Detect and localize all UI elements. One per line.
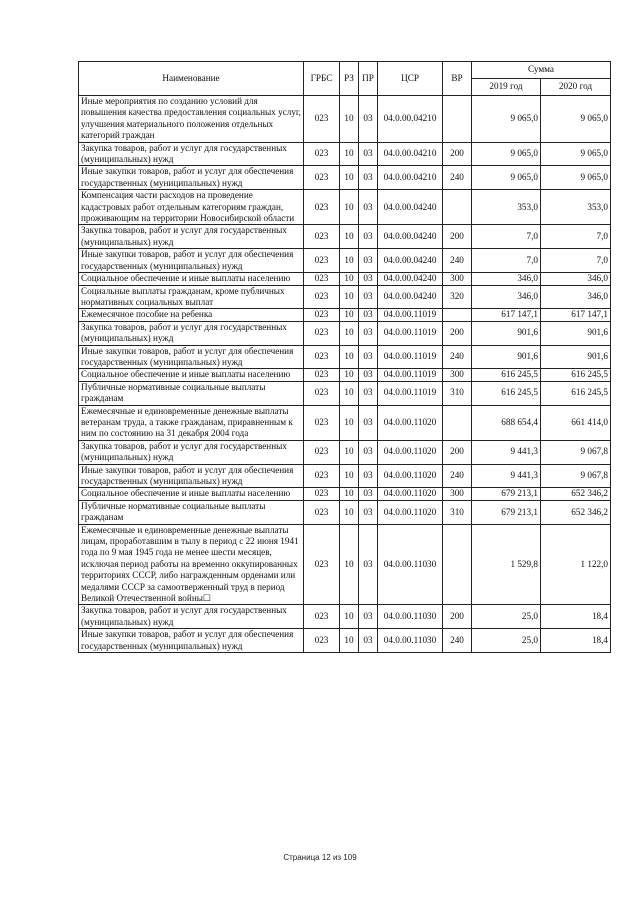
row-vr-cell: 200 (443, 225, 472, 249)
row-2020-cell: 652 346,2 (541, 500, 611, 524)
row-name-cell: Закупка товаров, работ и услуг для государственных (муниципальных) нужд (79, 142, 304, 166)
row-rz-cell: 10 (340, 96, 359, 143)
row-csr-cell: 04.0.00.11020 (378, 464, 443, 488)
row-grbs-cell: 023 (304, 464, 340, 488)
row-grbs-cell: 023 (304, 321, 340, 345)
row-2020-cell: 1 122,0 (541, 524, 611, 605)
row-name-cell: Закупка товаров, работ и услуг для государственных (муниципальных) нужд (79, 440, 304, 464)
row-rz-cell: 10 (340, 605, 359, 629)
table-row (79, 285, 611, 309)
row-2020-cell: 661 414,0 (541, 405, 611, 440)
row-grbs-cell: 023 (304, 629, 340, 653)
row-name-cell: Закупка товаров, работ и услуг для государственных (муниципальных) нужд (79, 225, 304, 249)
table-row (79, 440, 611, 464)
row-2020-cell: 617 147,1 (541, 309, 611, 321)
row-2019-cell: 679 213,1 (472, 500, 541, 524)
row-name-cell: Социальное обеспечение и иные выплаты населению (79, 488, 304, 500)
row-2020-cell: 9 065,0 (541, 96, 611, 143)
row-2020-cell: 9 065,0 (541, 142, 611, 166)
row-vr-cell: 300 (443, 369, 472, 381)
row-rz-cell: 10 (340, 142, 359, 166)
row-rz-cell: 10 (340, 285, 359, 309)
table-row (79, 524, 611, 605)
row-grbs-cell: 023 (304, 166, 340, 190)
table-row (79, 273, 611, 285)
row-2020-cell: 901,6 (541, 345, 611, 369)
table-row (79, 464, 611, 488)
row-pr-cell: 03 (359, 321, 378, 345)
row-rz-cell: 10 (340, 166, 359, 190)
row-name-cell: Ежемесячные и единовременные денежные выплаты ветеранам труда, а также гражданам, приравненным к ним по состоянию на 31 декабря 2004 года (79, 405, 304, 440)
row-grbs-cell: 023 (304, 249, 340, 273)
row-name-cell: Социальные выплаты гражданам, кроме публичных нормативных социальных выплат (79, 285, 304, 309)
table-row (79, 345, 611, 369)
row-rz-cell: 10 (340, 321, 359, 345)
row-2020-cell: 9 065,0 (541, 166, 611, 190)
row-vr-cell (443, 405, 472, 440)
row-csr-cell: 04.0.00.11019 (378, 345, 443, 369)
row-csr-cell: 04.0.00.04240 (378, 249, 443, 273)
row-vr-cell: 240 (443, 629, 472, 653)
row-rz-cell: 10 (340, 190, 359, 225)
row-grbs-cell: 023 (304, 225, 340, 249)
header-csr: ЦСР (378, 62, 443, 96)
row-csr-cell: 04.0.00.11030 (378, 605, 443, 629)
row-2020-cell: 7,0 (541, 225, 611, 249)
table-row (79, 369, 611, 381)
row-name-cell: Ежемесячные и единовременные денежные выплаты лицам, проработавшим в тылу в период с 22 июня 1941 года по 9 мая 1945 года не менее шести месяцев, исключая период работы на временно оккупированных территориях СССР, либо награжденным орденами или медалями СССР за самоотверженный труд в период Великой Отечественной войны☐ (79, 524, 304, 605)
row-2019-cell: 901,6 (472, 345, 541, 369)
row-grbs-cell: 023 (304, 309, 340, 321)
row-vr-cell: 200 (443, 142, 472, 166)
table-row (79, 629, 611, 653)
row-vr-cell: 240 (443, 345, 472, 369)
row-grbs-cell: 023 (304, 190, 340, 225)
header-2020: 2020 год (541, 79, 611, 96)
row-2019-cell: 346,0 (472, 273, 541, 285)
row-pr-cell: 03 (359, 309, 378, 321)
row-name-cell: Публичные нормативные социальные выплаты гражданам (79, 381, 304, 405)
row-2019-cell: 25,0 (472, 629, 541, 653)
row-rz-cell: 10 (340, 500, 359, 524)
row-name-cell: Социальное обеспечение и иные выплаты населению (79, 369, 304, 381)
row-csr-cell: 04.0.00.04210 (378, 142, 443, 166)
row-csr-cell: 04.0.00.11020 (378, 500, 443, 524)
row-csr-cell: 04.0.00.04210 (378, 96, 443, 143)
row-2020-cell: 18,4 (541, 605, 611, 629)
row-2019-cell: 9 441,3 (472, 464, 541, 488)
row-name-cell: Иные закупки товаров, работ и услуг для обеспечения государственных (муниципальных) нужд (79, 249, 304, 273)
row-pr-cell: 03 (359, 225, 378, 249)
table-row (79, 321, 611, 345)
row-pr-cell: 03 (359, 440, 378, 464)
row-vr-cell (443, 524, 472, 605)
row-pr-cell: 03 (359, 369, 378, 381)
table-row (79, 488, 611, 500)
row-rz-cell: 10 (340, 440, 359, 464)
row-2020-cell: 18,4 (541, 629, 611, 653)
row-2020-cell: 9 067,8 (541, 440, 611, 464)
row-name-cell: Социальное обеспечение и иные выплаты населению (79, 273, 304, 285)
header-sum: Сумма (472, 62, 611, 79)
row-2019-cell: 616 245,5 (472, 369, 541, 381)
row-grbs-cell: 023 (304, 440, 340, 464)
row-2019-cell: 9 065,0 (472, 166, 541, 190)
table-row (79, 249, 611, 273)
row-name-cell: Закупка товаров, работ и услуг для государственных (муниципальных) нужд (79, 321, 304, 345)
table-row (79, 405, 611, 440)
row-pr-cell: 03 (359, 500, 378, 524)
row-2020-cell: 346,0 (541, 273, 611, 285)
row-grbs-cell: 023 (304, 345, 340, 369)
row-csr-cell: 04.0.00.11019 (378, 381, 443, 405)
row-csr-cell: 04.0.00.04240 (378, 225, 443, 249)
row-vr-cell: 200 (443, 321, 472, 345)
row-rz-cell: 10 (340, 309, 359, 321)
row-vr-cell: 300 (443, 488, 472, 500)
row-grbs-cell: 023 (304, 273, 340, 285)
row-2019-cell: 688 654,4 (472, 405, 541, 440)
header-grbs: ГРБС (304, 62, 340, 96)
row-pr-cell: 03 (359, 249, 378, 273)
row-vr-cell (443, 96, 472, 143)
row-grbs-cell: 023 (304, 524, 340, 605)
header-rz: РЗ (340, 62, 359, 96)
row-vr-cell (443, 309, 472, 321)
header-vr: ВР (443, 62, 472, 96)
row-vr-cell: 310 (443, 500, 472, 524)
row-csr-cell: 04.0.00.11030 (378, 524, 443, 605)
row-grbs-cell: 023 (304, 142, 340, 166)
row-name-cell: Компенсация части расходов на проведение кадастровых работ отдельным категориям граждан, проживающим на территории Новосибирской области (79, 190, 304, 225)
row-grbs-cell: 023 (304, 285, 340, 309)
row-pr-cell: 03 (359, 381, 378, 405)
table-row (79, 190, 611, 225)
row-pr-cell: 03 (359, 405, 378, 440)
row-rz-cell: 10 (340, 488, 359, 500)
row-csr-cell: 04.0.00.04210 (378, 166, 443, 190)
row-rz-cell: 10 (340, 225, 359, 249)
row-csr-cell: 04.0.00.11020 (378, 440, 443, 464)
row-pr-cell: 03 (359, 190, 378, 225)
row-vr-cell (443, 190, 472, 225)
row-name-cell: Закупка товаров, работ и услуг для государственных (муниципальных) нужд (79, 605, 304, 629)
row-pr-cell: 03 (359, 629, 378, 653)
row-csr-cell: 04.0.00.11030 (378, 629, 443, 653)
row-2020-cell: 616 245,5 (541, 381, 611, 405)
row-2020-cell: 901,6 (541, 321, 611, 345)
row-grbs-cell: 023 (304, 500, 340, 524)
row-2019-cell: 7,0 (472, 249, 541, 273)
row-2020-cell: 652 346,2 (541, 488, 611, 500)
row-pr-cell: 03 (359, 166, 378, 190)
table-row (79, 166, 611, 190)
row-grbs-cell: 023 (304, 369, 340, 381)
row-vr-cell: 320 (443, 285, 472, 309)
table-row (79, 605, 611, 629)
row-pr-cell: 03 (359, 96, 378, 143)
table-row (79, 500, 611, 524)
row-vr-cell: 200 (443, 605, 472, 629)
row-2020-cell: 346,0 (541, 285, 611, 309)
row-grbs-cell: 023 (304, 96, 340, 143)
row-grbs-cell: 023 (304, 405, 340, 440)
row-pr-cell: 03 (359, 524, 378, 605)
row-rz-cell: 10 (340, 345, 359, 369)
row-rz-cell: 10 (340, 629, 359, 653)
row-csr-cell: 04.0.00.11020 (378, 488, 443, 500)
row-2019-cell: 616 245,5 (472, 381, 541, 405)
row-2019-cell: 1 529,8 (472, 524, 541, 605)
row-2020-cell: 9 067,8 (541, 464, 611, 488)
row-pr-cell: 03 (359, 605, 378, 629)
row-2019-cell: 25,0 (472, 605, 541, 629)
table-row (79, 225, 611, 249)
row-2019-cell: 346,0 (472, 285, 541, 309)
row-pr-cell: 03 (359, 273, 378, 285)
row-pr-cell: 03 (359, 285, 378, 309)
row-name-cell: Иные закупки товаров, работ и услуг для обеспечения государственных (муниципальных) нужд (79, 345, 304, 369)
table-row (79, 96, 611, 143)
row-csr-cell: 04.0.00.11019 (378, 309, 443, 321)
table-header (79, 62, 611, 96)
row-name-cell: Иные мероприятия по созданию условий для повышения качества предоставления социальных услуг, улучшения материального положения отдельных категорий граждан (79, 96, 304, 143)
row-rz-cell: 10 (340, 273, 359, 285)
row-grbs-cell: 023 (304, 381, 340, 405)
row-rz-cell: 10 (340, 405, 359, 440)
row-2019-cell: 9 065,0 (472, 142, 541, 166)
row-rz-cell: 10 (340, 369, 359, 381)
row-grbs-cell: 023 (304, 605, 340, 629)
header-2019: 2019 год (472, 79, 541, 96)
row-2020-cell: 7,0 (541, 249, 611, 273)
row-pr-cell: 03 (359, 345, 378, 369)
table-row (79, 381, 611, 405)
row-2020-cell: 616 245,5 (541, 369, 611, 381)
row-grbs-cell: 023 (304, 488, 340, 500)
row-name-cell: Публичные нормативные социальные выплаты гражданам (79, 500, 304, 524)
row-rz-cell: 10 (340, 249, 359, 273)
row-2019-cell: 7,0 (472, 225, 541, 249)
row-vr-cell: 240 (443, 464, 472, 488)
row-2019-cell: 353,0 (472, 190, 541, 225)
row-2019-cell: 901,6 (472, 321, 541, 345)
row-csr-cell: 04.0.00.04240 (378, 273, 443, 285)
row-pr-cell: 03 (359, 464, 378, 488)
header-pr: ПР (359, 62, 378, 96)
row-rz-cell: 10 (340, 464, 359, 488)
row-csr-cell: 04.0.00.11019 (378, 321, 443, 345)
budget-table (78, 61, 611, 653)
row-2019-cell: 679 213,1 (472, 488, 541, 500)
table-row (79, 309, 611, 321)
row-rz-cell: 10 (340, 381, 359, 405)
row-vr-cell: 200 (443, 440, 472, 464)
row-name-cell: Иные закупки товаров, работ и услуг для обеспечения государственных (муниципальных) нужд (79, 629, 304, 653)
row-name-cell: Иные закупки товаров, работ и услуг для обеспечения государственных (муниципальных) нужд (79, 166, 304, 190)
row-rz-cell: 10 (340, 524, 359, 605)
header-name: Наименование (79, 62, 304, 96)
row-vr-cell: 240 (443, 166, 472, 190)
page-number: Страница 12 из 109 (283, 853, 357, 862)
row-csr-cell: 04.0.00.11020 (378, 405, 443, 440)
row-vr-cell: 310 (443, 381, 472, 405)
row-vr-cell: 240 (443, 249, 472, 273)
row-vr-cell: 300 (443, 273, 472, 285)
table-body (79, 96, 611, 653)
row-pr-cell: 03 (359, 488, 378, 500)
row-2019-cell: 9 065,0 (472, 96, 541, 143)
row-name-cell: Иные закупки товаров, работ и услуг для обеспечения государственных (муниципальных) нужд (79, 464, 304, 488)
row-2019-cell: 617 147,1 (472, 309, 541, 321)
row-csr-cell: 04.0.00.04240 (378, 285, 443, 309)
row-csr-cell: 04.0.00.11019 (378, 369, 443, 381)
row-csr-cell: 04.0.00.04240 (378, 190, 443, 225)
row-2020-cell: 353,0 (541, 190, 611, 225)
table-row (79, 142, 611, 166)
row-pr-cell: 03 (359, 142, 378, 166)
row-name-cell: Ежемесячное пособие на ребенка (79, 309, 304, 321)
row-2019-cell: 9 441,3 (472, 440, 541, 464)
